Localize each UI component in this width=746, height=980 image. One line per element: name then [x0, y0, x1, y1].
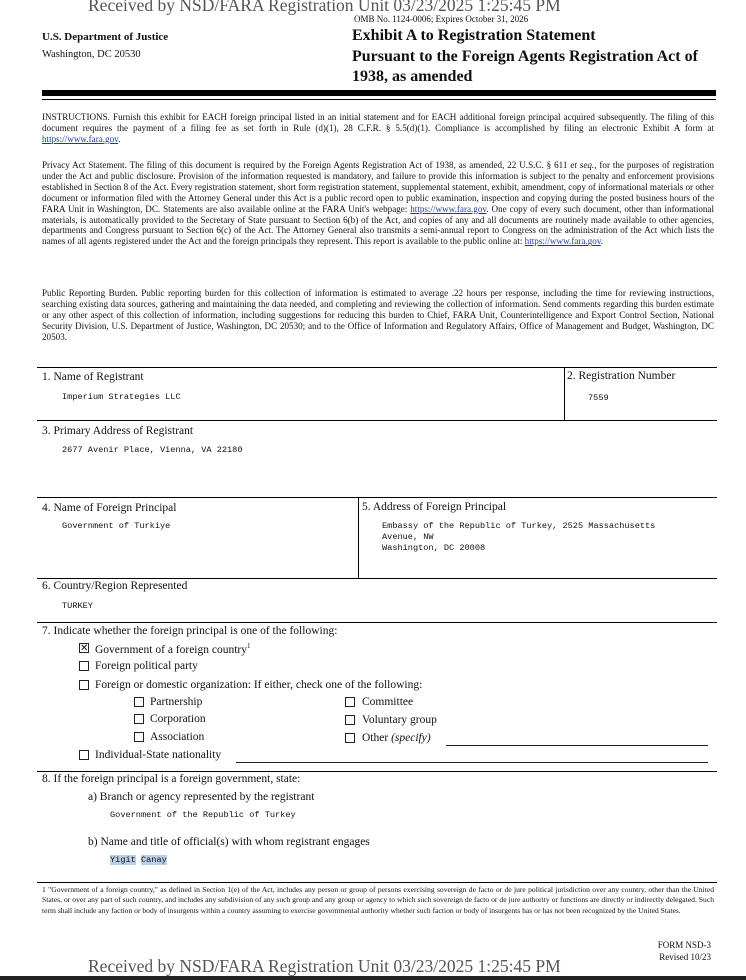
country-represented-value: TURKEY: [62, 601, 93, 611]
form-line: [37, 367, 717, 368]
political-party-option-label: Foreign political party: [95, 660, 198, 672]
fara-link-2[interactable]: https://www.fara.gov: [410, 203, 487, 214]
partnership-checkbox[interactable]: [134, 697, 144, 707]
form-revision: Revised 10/23: [659, 952, 711, 962]
individual-option-label: Individual-State nationality: [95, 749, 222, 761]
form-line: [564, 367, 565, 420]
foreign-principal-address-value: [382, 521, 655, 555]
burden-paragraph: Public Reporting Burden. Public reporting burden for this collection of information is estimated to average .22 hours per response, including the time for reviewing instructions, searching existing data sources, gathering and maintaining the data needed, and completing and reviewing the collection of information. Send comments regarding this burden estimate or any other aspect of this collection of information, including suggestions for reducing this burden to Chief, FARA Unit, Counterintelligence and Export Control Section, National Security Division, U.S. Department of Justice, Washington, DC 20530; and to the Office of Information and Regulatory Affairs, Office of Management and Budget, Washington, DC 20503.: [42, 288, 714, 342]
branch-agency-value: Government of the Republic of Turkey: [110, 810, 296, 820]
official-first-name: Yigit: [110, 855, 136, 865]
registrant-address-value: 2677 Avenir Place, Vienna, VA 22180: [62, 445, 243, 455]
footnote: 1 "Government of a foreign country," as defined in Section 1(e) of the Act, includes any person or group of persons exercising sovereign de facto or de jure political jurisdiction over any country, other than the United States, or over any part of such country, and includes any subdivision of any such group and any group or agency to which such sovereign de facto or de jure authority or functions are directly or indirectly delegated. Such term shall include any faction or body of insurgents within a country assuming to exercise governmental authority whether such faction or body of insurgents has or has not been recognized by the United States.: [42, 885, 714, 915]
form-line: [37, 622, 717, 623]
voluntary-group-checkbox[interactable]: [345, 715, 355, 725]
exhibit-title-line1: Exhibit A to Registration Statement: [352, 27, 596, 44]
organization-checkbox[interactable]: [79, 680, 89, 690]
department-name: U.S. Department of Justice: [42, 31, 169, 43]
registrant-name-label: 1. Name of Registrant: [42, 371, 144, 383]
other-specify-field[interactable]: [446, 745, 708, 746]
department-city: Washington, DC 20530: [42, 49, 141, 60]
received-stamp-top: Received by NSD/FARA Registration Unit 03/23/2025 1:25:45 PM: [88, 0, 561, 15]
exhibit-title-line3: 1938, as amended: [352, 68, 473, 85]
fara-link-1[interactable]: https://www.fara.gov: [42, 133, 119, 144]
form-line: [37, 497, 717, 498]
registration-number-value: 7559: [588, 393, 609, 403]
association-option-label: Association: [150, 731, 205, 743]
official-name-label: b) Name and title of official(s) with whom registrant engages: [88, 836, 370, 848]
privacy-act-paragraph: Privacy Act Statement. The filing of this document is required by the Foreign Agents Registration Act of 1938, as amended, 22 U.S.C. § 611 et seq., for the purposes of registration under the Act and public disclosure. Provision of the information requested is mandatory, and failure to provide this information is subject to the penalty and enforcement provisions established in Section 8 of the Act. Every registration statement, short form registration statement, supplemental statement, exhibit, amendment, copy of informational materials or other document or information filed with the Attorney General under this Act is a public record open to public examination, inspection and copying during the posted business hours of the FARA Unit in Washington, DC. Statements are also available online at the FARA Unit's webpage: https://www.fara.gov. One copy of every such document, other than informational materials, is automatically provided to the Secretary of State pursuant to Section 6(b) of the Act, and copies of any and all documents are routinely made available to other agencies, departments and Congress pursuant to Section 6(c) of the Act. The Attorney General also transmits a semi-annual report to Congress on the administration of the Act which lists the names of all agents registered under the Act and the foreign principals they represent. This report is available to the public online at: https://www.fara.gov.: [42, 160, 715, 247]
form-identifier: [600, 939, 711, 963]
instructions-paragraph: INSTRUCTIONS. Furnish this exhibit for EACH foreign principal listed in an initial statement and for EACH additional foreign principal acquired subsequently. The filing of this document requires the payment of a filing fee as set forth in Rule (d)(1), 28 C.F.R. § 5.5(d)(1). Compliance is accomplished by filing an electronic Exhibit A form at https://www.fara.gov.: [42, 112, 714, 144]
header-rule-thin: [42, 99, 716, 100]
form-line: [37, 771, 717, 772]
official-name-value: [110, 855, 167, 865]
address-line: Avenue, NW: [382, 532, 434, 543]
foreign-principal-address-label: 5. Address of Foreign Principal: [362, 501, 507, 513]
nationality-field[interactable]: [236, 762, 708, 763]
association-checkbox[interactable]: [134, 732, 144, 742]
foreign-government-question: 8. If the foreign principal is a foreign government, state:: [42, 773, 301, 785]
footnote-ref: 1: [247, 642, 251, 650]
header-rule-thick: [42, 90, 716, 96]
exhibit-title-line2: Pursuant to the Foreign Agents Registration Act of: [352, 47, 698, 65]
committee-checkbox[interactable]: [345, 697, 355, 707]
government-option-label: Government of a foreign country$^1$: [95, 642, 251, 656]
individual-checkbox[interactable]: [79, 750, 89, 760]
organization-option-label: Foreign or domestic organization: If either, check one of the following:: [95, 679, 423, 691]
received-stamp-bottom: Received by NSD/FARA Registration Unit 03/23/2025 1:25:45 PM: [88, 956, 561, 976]
government-checkbox[interactable]: ✕: [80, 643, 89, 654]
form-line: [37, 882, 717, 883]
foreign-principal-name-label: 4. Name of Foreign Principal: [42, 502, 177, 514]
omb-number: OMB No. 1124-0006; Expires October 31, 2026: [354, 14, 529, 24]
form-line: [37, 420, 717, 421]
registration-number-label: 2. Registration Number: [567, 370, 676, 382]
principal-type-question: 7. Indicate whether the foreign principal is one of the following:: [42, 625, 338, 637]
other-checkbox[interactable]: [345, 733, 355, 743]
partnership-option-label: Partnership: [150, 696, 203, 708]
fara-link-3[interactable]: https://www.fara.gov: [524, 236, 601, 247]
address-line: Washington, DC 20008: [382, 543, 486, 554]
political-party-checkbox[interactable]: [79, 661, 89, 671]
corporation-checkbox[interactable]: [134, 714, 144, 724]
form-number: FORM NSD-3: [657, 940, 711, 950]
corporation-option-label: Corporation: [150, 713, 206, 725]
registrant-name-value: Imperium Strategies LLC: [62, 392, 181, 402]
page-bottom-edge: [0, 976, 746, 980]
country-represented-label: 6. Country/Region Represented: [42, 580, 188, 592]
branch-agency-label: a) Branch or agency represented by the registrant: [88, 791, 315, 803]
address-line: Embassy of the Republic of Turkey, 2525 Massachusetts: [382, 521, 656, 531]
committee-option-label: Committee: [362, 696, 414, 708]
exhibit-title: [352, 26, 732, 88]
official-last-name: Canay: [140, 855, 167, 865]
foreign-principal-name-value: Government of Turkiye: [62, 521, 171, 531]
form-line: [37, 578, 717, 579]
voluntary-group-option-label: Voluntary group: [362, 714, 437, 726]
registrant-address-label: 3. Primary Address of Registrant: [42, 425, 194, 437]
other-option-label: Other (specify): [362, 732, 431, 744]
form-line: [358, 497, 359, 578]
